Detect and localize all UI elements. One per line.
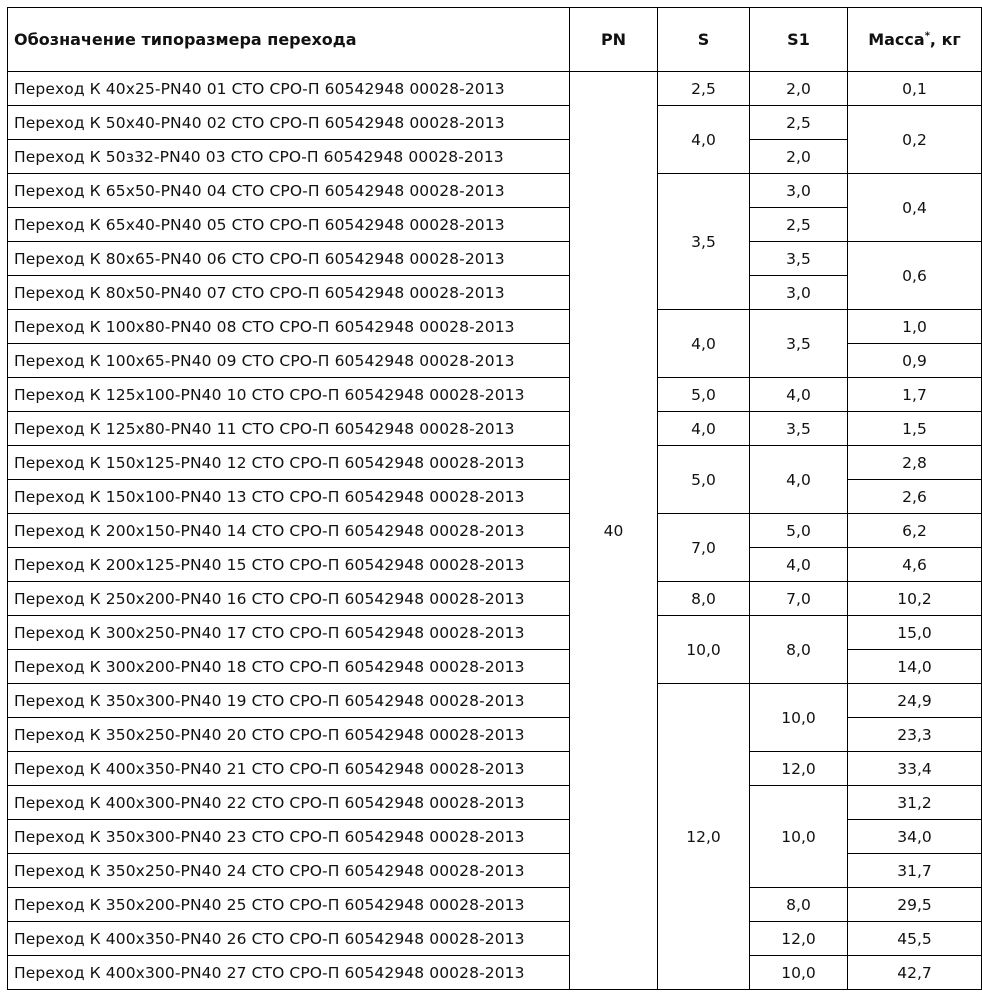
s1-cell: 4,0: [750, 446, 848, 514]
table-row: [8, 242, 982, 276]
s-cell: 4,0: [658, 106, 750, 174]
table-row: [8, 412, 982, 446]
s1-cell: 3,5: [750, 242, 848, 276]
designation-cell: Переход К 80х65-PN40 06 СТО СРО-П 60542948 00028-2013: [8, 242, 570, 276]
table-row: [8, 276, 982, 310]
s1-cell: 4,0: [750, 548, 848, 582]
col-header-designation: Обозначение типоразмера перехода: [8, 8, 570, 72]
table-row: [8, 106, 982, 140]
mass-cell: 0,6: [848, 242, 982, 310]
mass-cell: 31,2: [848, 786, 982, 820]
s1-cell: 8,0: [750, 888, 848, 922]
s-cell: 5,0: [658, 378, 750, 412]
s1-cell: 8,0: [750, 616, 848, 684]
table-row: [8, 174, 982, 208]
table-row: [8, 548, 982, 582]
table-row: [8, 208, 982, 242]
pn-cell: 40: [570, 72, 658, 990]
designation-cell: Переход К 200х150-PN40 14 СТО СРО-П 60542948 00028-2013: [8, 514, 570, 548]
designation-cell: Переход К 350х250-PN40 24 СТО СРО-П 60542948 00028-2013: [8, 854, 570, 888]
mass-cell: 34,0: [848, 820, 982, 854]
designation-cell: Переход К 350х300-PN40 19 СТО СРО-П 60542948 00028-2013: [8, 684, 570, 718]
designation-cell: Переход К 200х125-PN40 15 СТО СРО-П 60542948 00028-2013: [8, 548, 570, 582]
s1-cell: 10,0: [750, 684, 848, 752]
designation-cell: Переход К 65х50-PN40 04 СТО СРО-П 60542948 00028-2013: [8, 174, 570, 208]
designation-cell: Переход К 350х300-PN40 23 СТО СРО-П 60542948 00028-2013: [8, 820, 570, 854]
s1-cell: 3,0: [750, 174, 848, 208]
s-cell: 12,0: [658, 684, 750, 990]
designation-cell: Переход К 400х350-PN40 26 СТО СРО-П 60542948 00028-2013: [8, 922, 570, 956]
table-row: [8, 378, 982, 412]
mass-cell: 42,7: [848, 956, 982, 990]
mass-cell: 1,0: [848, 310, 982, 344]
designation-cell: Переход К 400х300-PN40 22 СТО СРО-П 60542948 00028-2013: [8, 786, 570, 820]
s1-cell: 12,0: [750, 922, 848, 956]
mass-unit: , кг: [929, 30, 961, 49]
col-header-pn: PN: [570, 8, 658, 72]
s1-cell: 3,5: [750, 412, 848, 446]
mass-cell: 4,6: [848, 548, 982, 582]
designation-cell: Переход К 40х25-PN40 01 СТО СРО-П 60542948 00028-2013: [8, 72, 570, 106]
table-row: [8, 752, 982, 786]
mass-cell: 2,6: [848, 480, 982, 514]
table-row: [8, 956, 982, 990]
table-row: [8, 922, 982, 956]
s1-cell: 2,0: [750, 72, 848, 106]
designation-cell: Переход К 400х300-PN40 27 СТО СРО-П 60542948 00028-2013: [8, 956, 570, 990]
mass-cell: 15,0: [848, 616, 982, 650]
s1-cell: 3,0: [750, 276, 848, 310]
mass-cell: 24,9: [848, 684, 982, 718]
mass-cell: 1,7: [848, 378, 982, 412]
mass-cell: 0,1: [848, 72, 982, 106]
designation-cell: Переход К 100х80-PN40 08 СТО СРО-П 60542948 00028-2013: [8, 310, 570, 344]
s1-cell: 2,5: [750, 106, 848, 140]
mass-cell: 0,9: [848, 344, 982, 378]
mass-footnote-mark: *: [924, 30, 930, 42]
s1-cell: 3,5: [750, 310, 848, 378]
table-row: [8, 310, 982, 344]
mass-cell: 10,2: [848, 582, 982, 616]
designation-cell: Переход К 65х40-PN40 05 СТО СРО-П 60542948 00028-2013: [8, 208, 570, 242]
mass-cell: 29,5: [848, 888, 982, 922]
designation-cell: Переход К 80х50-PN40 07 СТО СРО-П 60542948 00028-2013: [8, 276, 570, 310]
table-row: [8, 140, 982, 174]
reducers-spec-table: [7, 7, 982, 990]
s1-cell: 12,0: [750, 752, 848, 786]
table-row: [8, 514, 982, 548]
s-cell: 4,0: [658, 412, 750, 446]
designation-cell: Переход К 250х200-PN40 16 СТО СРО-П 60542948 00028-2013: [8, 582, 570, 616]
designation-cell: Переход К 150х100-PN40 13 СТО СРО-П 60542948 00028-2013: [8, 480, 570, 514]
s1-cell: 5,0: [750, 514, 848, 548]
table-row: [8, 616, 982, 650]
s1-cell: 4,0: [750, 378, 848, 412]
mass-cell: 2,8: [848, 446, 982, 480]
designation-cell: Переход К 50з32-PN40 03 СТО СРО-П 60542948 00028-2013: [8, 140, 570, 174]
table-row: [8, 684, 982, 718]
col-header-s: S: [658, 8, 750, 72]
s-cell: 8,0: [658, 582, 750, 616]
table-header-row: [8, 8, 982, 72]
s-cell: 2,5: [658, 72, 750, 106]
s1-cell: 2,0: [750, 140, 848, 174]
table-row: [8, 888, 982, 922]
s-cell: 7,0: [658, 514, 750, 582]
table-row: [8, 582, 982, 616]
s1-cell: 10,0: [750, 786, 848, 888]
mass-cell: 1,5: [848, 412, 982, 446]
s-cell: 10,0: [658, 616, 750, 684]
mass-cell: 14,0: [848, 650, 982, 684]
mass-cell: 0,4: [848, 174, 982, 242]
designation-cell: Переход К 125х80-PN40 11 СТО СРО-П 60542948 00028-2013: [8, 412, 570, 446]
s-cell: 3,5: [658, 174, 750, 310]
mass-label: Масса: [868, 30, 925, 49]
mass-cell: 33,4: [848, 752, 982, 786]
s1-cell: 10,0: [750, 956, 848, 990]
s1-cell: 7,0: [750, 582, 848, 616]
mass-cell: 0,2: [848, 106, 982, 174]
designation-cell: Переход К 300х250-PN40 17 СТО СРО-П 60542948 00028-2013: [8, 616, 570, 650]
mass-cell: 31,7: [848, 854, 982, 888]
designation-cell: Переход К 350х250-PN40 20 СТО СРО-П 60542948 00028-2013: [8, 718, 570, 752]
designation-cell: Переход К 125х100-PN40 10 СТО СРО-П 60542948 00028-2013: [8, 378, 570, 412]
mass-cell: 45,5: [848, 922, 982, 956]
designation-cell: Переход К 100х65-PN40 09 СТО СРО-П 60542948 00028-2013: [8, 344, 570, 378]
s-cell: 4,0: [658, 310, 750, 378]
mass-cell: 23,3: [848, 718, 982, 752]
designation-cell: Переход К 350х200-PN40 25 СТО СРО-П 60542948 00028-2013: [8, 888, 570, 922]
s-cell: 5,0: [658, 446, 750, 514]
col-header-mass: [848, 8, 982, 72]
mass-cell: 6,2: [848, 514, 982, 548]
designation-cell: Переход К 300х200-PN40 18 СТО СРО-П 60542948 00028-2013: [8, 650, 570, 684]
designation-cell: Переход К 150х125-PN40 12 СТО СРО-П 60542948 00028-2013: [8, 446, 570, 480]
designation-cell: Переход К 400х350-PN40 21 СТО СРО-П 60542948 00028-2013: [8, 752, 570, 786]
table-row: [8, 72, 982, 106]
table-row: [8, 786, 982, 820]
table-row: [8, 446, 982, 480]
designation-cell: Переход К 50х40-PN40 02 СТО СРО-П 60542948 00028-2013: [8, 106, 570, 140]
col-header-s1: S1: [750, 8, 848, 72]
s1-cell: 2,5: [750, 208, 848, 242]
